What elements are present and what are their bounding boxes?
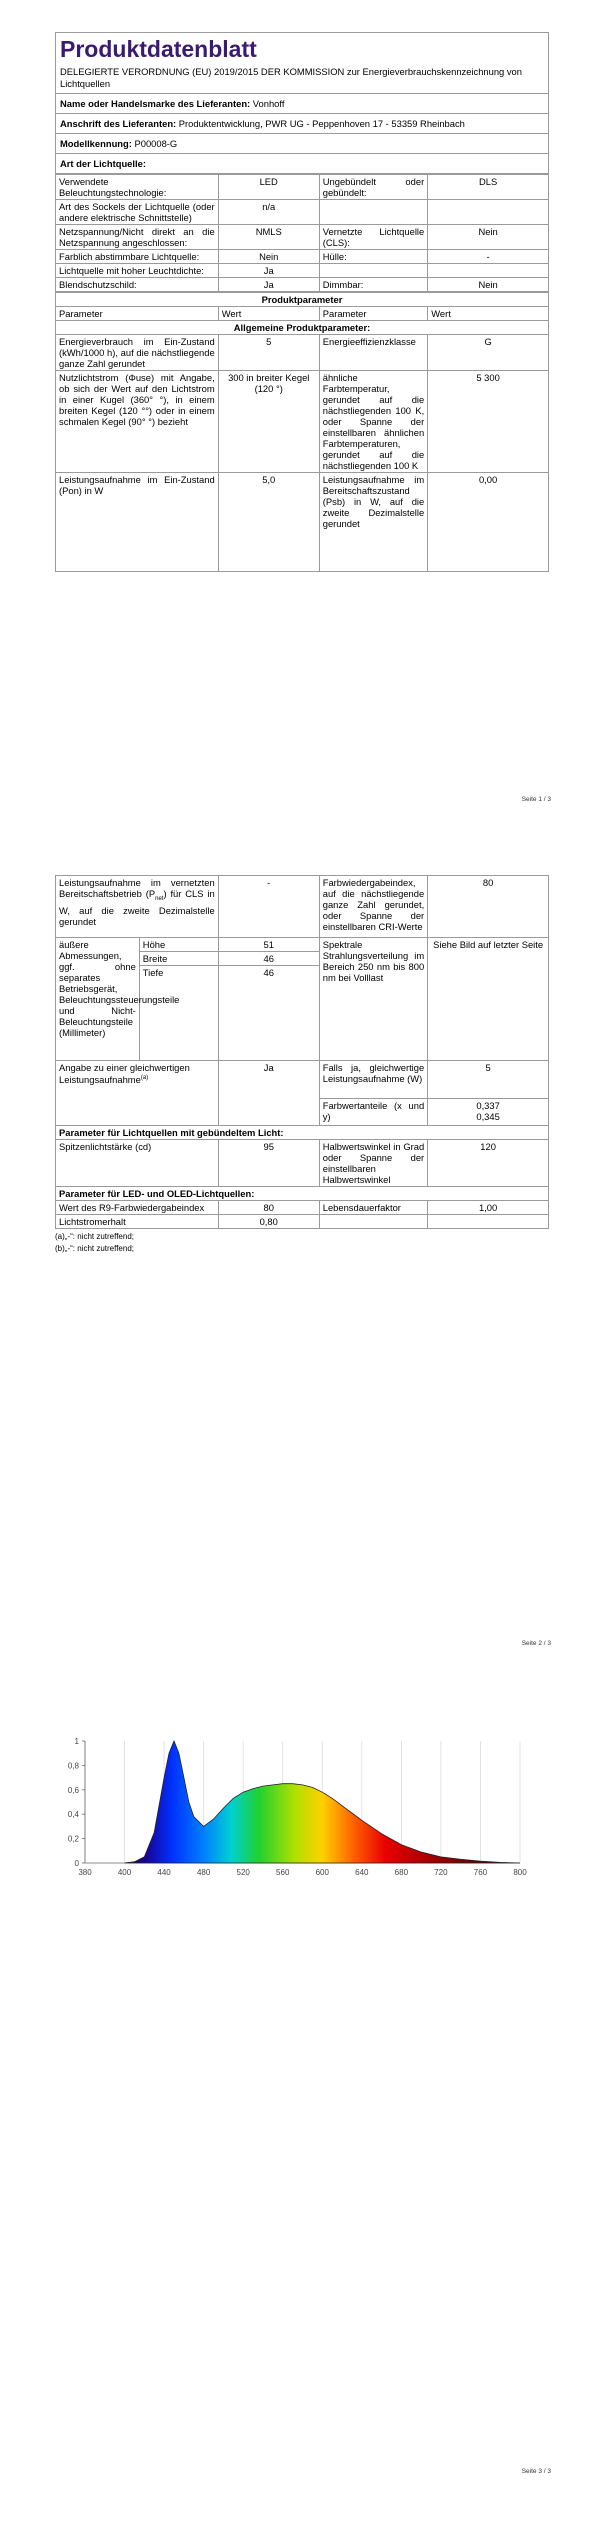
type-label: Verwendete Beleuchtungstechnologie: <box>56 175 219 200</box>
y-tick-label: 0,4 <box>67 1810 79 1820</box>
lightsource-type-table <box>55 174 549 292</box>
footnotes <box>55 1231 549 1255</box>
cri-value: 80 <box>428 876 549 938</box>
survival-factor-label: Lebensdauerfaktor <box>319 1201 427 1215</box>
page-number: Seite 2 / 3 <box>521 1640 551 1647</box>
param-row <box>56 335 549 371</box>
type-value <box>428 264 549 278</box>
empty-cell <box>319 1215 427 1229</box>
cri-label: Farbwiedergabeindex, auf die nächstliegende ganze Zahl gerundet, oder Spanne der einstellbaren CRI-Werte <box>319 876 427 938</box>
product-params-table <box>55 292 549 572</box>
type-label: Netzspannung/Nicht direkt an die Netzspannung angeschlossen: <box>56 225 219 250</box>
r9-label: Wert des R9-Farbwiedergabeindex <box>56 1201 219 1215</box>
peak-intensity-value: 95 <box>218 1140 319 1187</box>
pnet-value: - <box>218 876 319 938</box>
type-row <box>56 278 549 292</box>
type-label <box>319 200 427 225</box>
pnet-label: Leistungsaufnahme im vernetzten Bereitschaftsbetrieb $(P_{net})$ für CLS in W, auf die zweite Dezimalstelle gerundet <box>56 876 219 938</box>
model-label: Modellkennung: <box>60 138 132 149</box>
footnote-b: (b)„-“: nicht zutreffend; <box>55 1244 134 1253</box>
beam-angle-value: 120 <box>428 1140 549 1187</box>
chromaticity-value <box>428 1099 549 1126</box>
dim-width-value: 46 <box>218 952 319 966</box>
beam-angle-label: Halbwertswinkel in Grad oder Spanne der einstellbaren Halbwertswinkel <box>319 1140 427 1187</box>
y-tick-label: 0,8 <box>67 1761 79 1771</box>
address-value: Produktentwicklung, PWR UG - Peppenhoven 17 - 53359 Rheinbach <box>178 118 465 129</box>
type-value: Nein <box>218 250 319 264</box>
y-tick-label: 0 <box>74 1859 79 1868</box>
dim-depth-label: Tiefe <box>139 966 218 1061</box>
type-label: Ungebündelt oder gebündelt: <box>319 175 427 200</box>
param-label: Energieverbrauch im Ein-Zustand (kWh/1000 h), auf die nächstliegende ganze Zahl gerundet <box>56 335 219 371</box>
spectral-distribution-chart <box>55 1735 530 1885</box>
type-label: Dimmbar: <box>319 278 427 292</box>
type-label: Hülle: <box>319 250 427 264</box>
type-row <box>56 264 549 278</box>
col-header-value: Wert <box>218 307 319 321</box>
type-value: Ja <box>218 278 319 292</box>
type-value: Nein <box>428 278 549 292</box>
type-value: n/a <box>218 200 319 225</box>
type-value: LED <box>218 175 319 200</box>
equivalent-power-value: 5 <box>428 1061 549 1099</box>
param-value: 0,00 <box>428 473 549 572</box>
params-table-continued <box>55 875 549 1229</box>
empty-cell <box>428 1215 549 1229</box>
param-label: Energieeffizienzklasse <box>319 335 427 371</box>
type-row <box>56 250 549 264</box>
address-row <box>55 114 549 134</box>
type-label: Vernetzte Lichtquelle (CLS): <box>319 225 427 250</box>
x-tick-label: 800 <box>513 1868 527 1877</box>
type-row <box>56 200 549 225</box>
led-heading: Parameter für LED- und OLED-Lichtquellen: <box>56 1187 549 1201</box>
x-tick-label: 560 <box>276 1868 290 1877</box>
dim-height-label: Höhe <box>139 938 218 952</box>
type-label <box>319 264 427 278</box>
page-title: Produktdatenblatt <box>55 32 549 65</box>
model-row <box>55 134 549 154</box>
param-label: ähnliche Farbtemperatur, gerundet auf die nächstliegenden 100 K, oder Spanne der einstellbaren ähnlichen Farbtemperaturen, gerundet auf die nächstliegenden 100 K <box>319 371 427 473</box>
type-value: - <box>428 250 549 264</box>
regulation-subtitle: DELEGIERTE VERORDNUNG (EU) 2019/2015 DER KOMMISSION zur Energieverbrauchskennzeichnung von Lichtquellen <box>55 65 549 93</box>
dimensions-label: äußere Abmessungen, ggf. ohne separates Betriebsgerät, Beleuchtungssteuerungsteile und Nicht-Beleuchtungsteile (Millimeter) <box>56 938 140 1061</box>
param-value: G <box>428 335 549 371</box>
param-label: Nutzlichtstrom (Φuse) mit Angabe, ob sich der Wert auf den Lichtstrom in einer Kugel (360° °), in einem breiten Kegel (120 °°) oder in einem schmalen Kegel (90° °) bezieht <box>56 371 219 473</box>
peak-intensity-label: Spitzenlichtstärke (cd) <box>56 1140 219 1187</box>
param-label: Leistungsaufnahme im Bereitschaftszustand (Psb) in W, auf die zweite Dezimalstelle gerundet <box>319 473 427 572</box>
type-row <box>56 175 549 200</box>
x-tick-label: 440 <box>157 1868 171 1877</box>
col-header-value-2: Wert <box>428 307 549 321</box>
param-row <box>56 473 549 572</box>
chromaticity-x: 0,337 <box>476 1100 500 1111</box>
page-2 <box>0 860 595 1660</box>
spectral-value: Siehe Bild auf letzter Seite <box>428 938 549 1061</box>
x-tick-label: 400 <box>117 1868 132 1877</box>
type-label: Lichtquelle mit hoher Leuchtdichte: <box>56 264 219 278</box>
dim-height-value: 51 <box>218 938 319 952</box>
supplier-value: Vonhoff <box>252 98 285 109</box>
page-2-content <box>55 875 549 1255</box>
param-label: Leistungsaufnahme im Ein-Zustand (Pon) in W <box>56 473 219 572</box>
page-1 <box>0 0 595 823</box>
spectral-label: Spektrale Strahlungsverteilung im Bereich 250 nm bis 800 nm bei Volllast <box>319 938 427 1061</box>
general-params-heading: Allgemeine Produktparameter: <box>56 321 549 335</box>
footnote-a: (a)„-“: nicht zutreffend; <box>55 1232 134 1241</box>
y-tick-label: 0,6 <box>67 1785 79 1795</box>
equivalent-sup: (a) <box>140 1075 149 1081</box>
equivalent-label-cell <box>56 1061 219 1126</box>
model-value: P00008-G <box>134 138 178 149</box>
lumen-maintenance-label: Lichtstromerhalt <box>56 1215 219 1229</box>
type-value <box>428 200 549 225</box>
supplier-label: Name oder Handelsmarke des Lieferanten: <box>60 98 251 109</box>
x-tick-label: 380 <box>78 1868 92 1877</box>
param-value: 300 in breiter Kegel (120 °) <box>218 371 319 473</box>
chromaticity-label: Farbwertanteile (x und y) <box>319 1099 427 1126</box>
equivalent-power-label: Falls ja, gleichwertige Leistungsaufnahme (W) <box>319 1061 427 1099</box>
param-value: 5 <box>218 335 319 371</box>
param-row <box>56 371 549 473</box>
type-row <box>56 225 549 250</box>
type-heading: Art der Lichtquelle: <box>55 154 549 174</box>
type-value: DLS <box>428 175 549 200</box>
type-label: Blendschutzschild: <box>56 278 219 292</box>
r9-value: 80 <box>218 1201 319 1215</box>
col-header-param-2: Parameter <box>319 307 427 321</box>
col-header-param: Parameter <box>56 307 219 321</box>
page-number: Seite 1 / 3 <box>521 796 551 803</box>
equivalent-value: Ja <box>218 1061 319 1126</box>
param-value: 5 300 <box>428 371 549 473</box>
x-tick-label: 640 <box>355 1868 369 1877</box>
page-number: Seite 3 / 3 <box>521 2468 551 2475</box>
equivalent-label: Angabe zu einer gleichwertigen Leistungsaufnahme <box>59 1062 190 1086</box>
address-label: Anschrift des Lieferanten: <box>60 118 177 129</box>
type-value: Ja <box>218 264 319 278</box>
param-value: 5,0 <box>218 473 319 572</box>
dim-width-label: Breite <box>139 952 218 966</box>
survival-factor-value: 1,00 <box>428 1201 549 1215</box>
y-tick-label: 0,2 <box>67 1834 79 1844</box>
x-tick-label: 600 <box>315 1868 329 1877</box>
chromaticity-y: 0,345 <box>476 1111 500 1122</box>
dim-depth-value: 46 <box>218 966 319 1061</box>
directional-heading: Parameter für Lichtquellen mit gebündeltem Licht: <box>56 1126 549 1140</box>
page-1-content <box>55 32 549 572</box>
product-params-heading: Produktparameter <box>56 293 549 307</box>
type-label: Art des Sockels der Lichtquelle (oder andere elektrische Schnittstelle) <box>56 200 219 225</box>
x-tick-label: 760 <box>473 1868 488 1877</box>
type-value: NMLS <box>218 225 319 250</box>
type-value: Nein <box>428 225 549 250</box>
y-tick-label: 1 <box>74 1737 79 1746</box>
x-tick-label: 520 <box>236 1868 250 1877</box>
x-tick-label: 680 <box>394 1868 409 1877</box>
supplier-row <box>55 93 549 114</box>
lumen-maintenance-value: 0,80 <box>218 1215 319 1229</box>
x-tick-label: 480 <box>196 1868 211 1877</box>
type-label: Farblich abstimmbare Lichtquelle: <box>56 250 219 264</box>
x-tick-label: 720 <box>434 1868 448 1877</box>
